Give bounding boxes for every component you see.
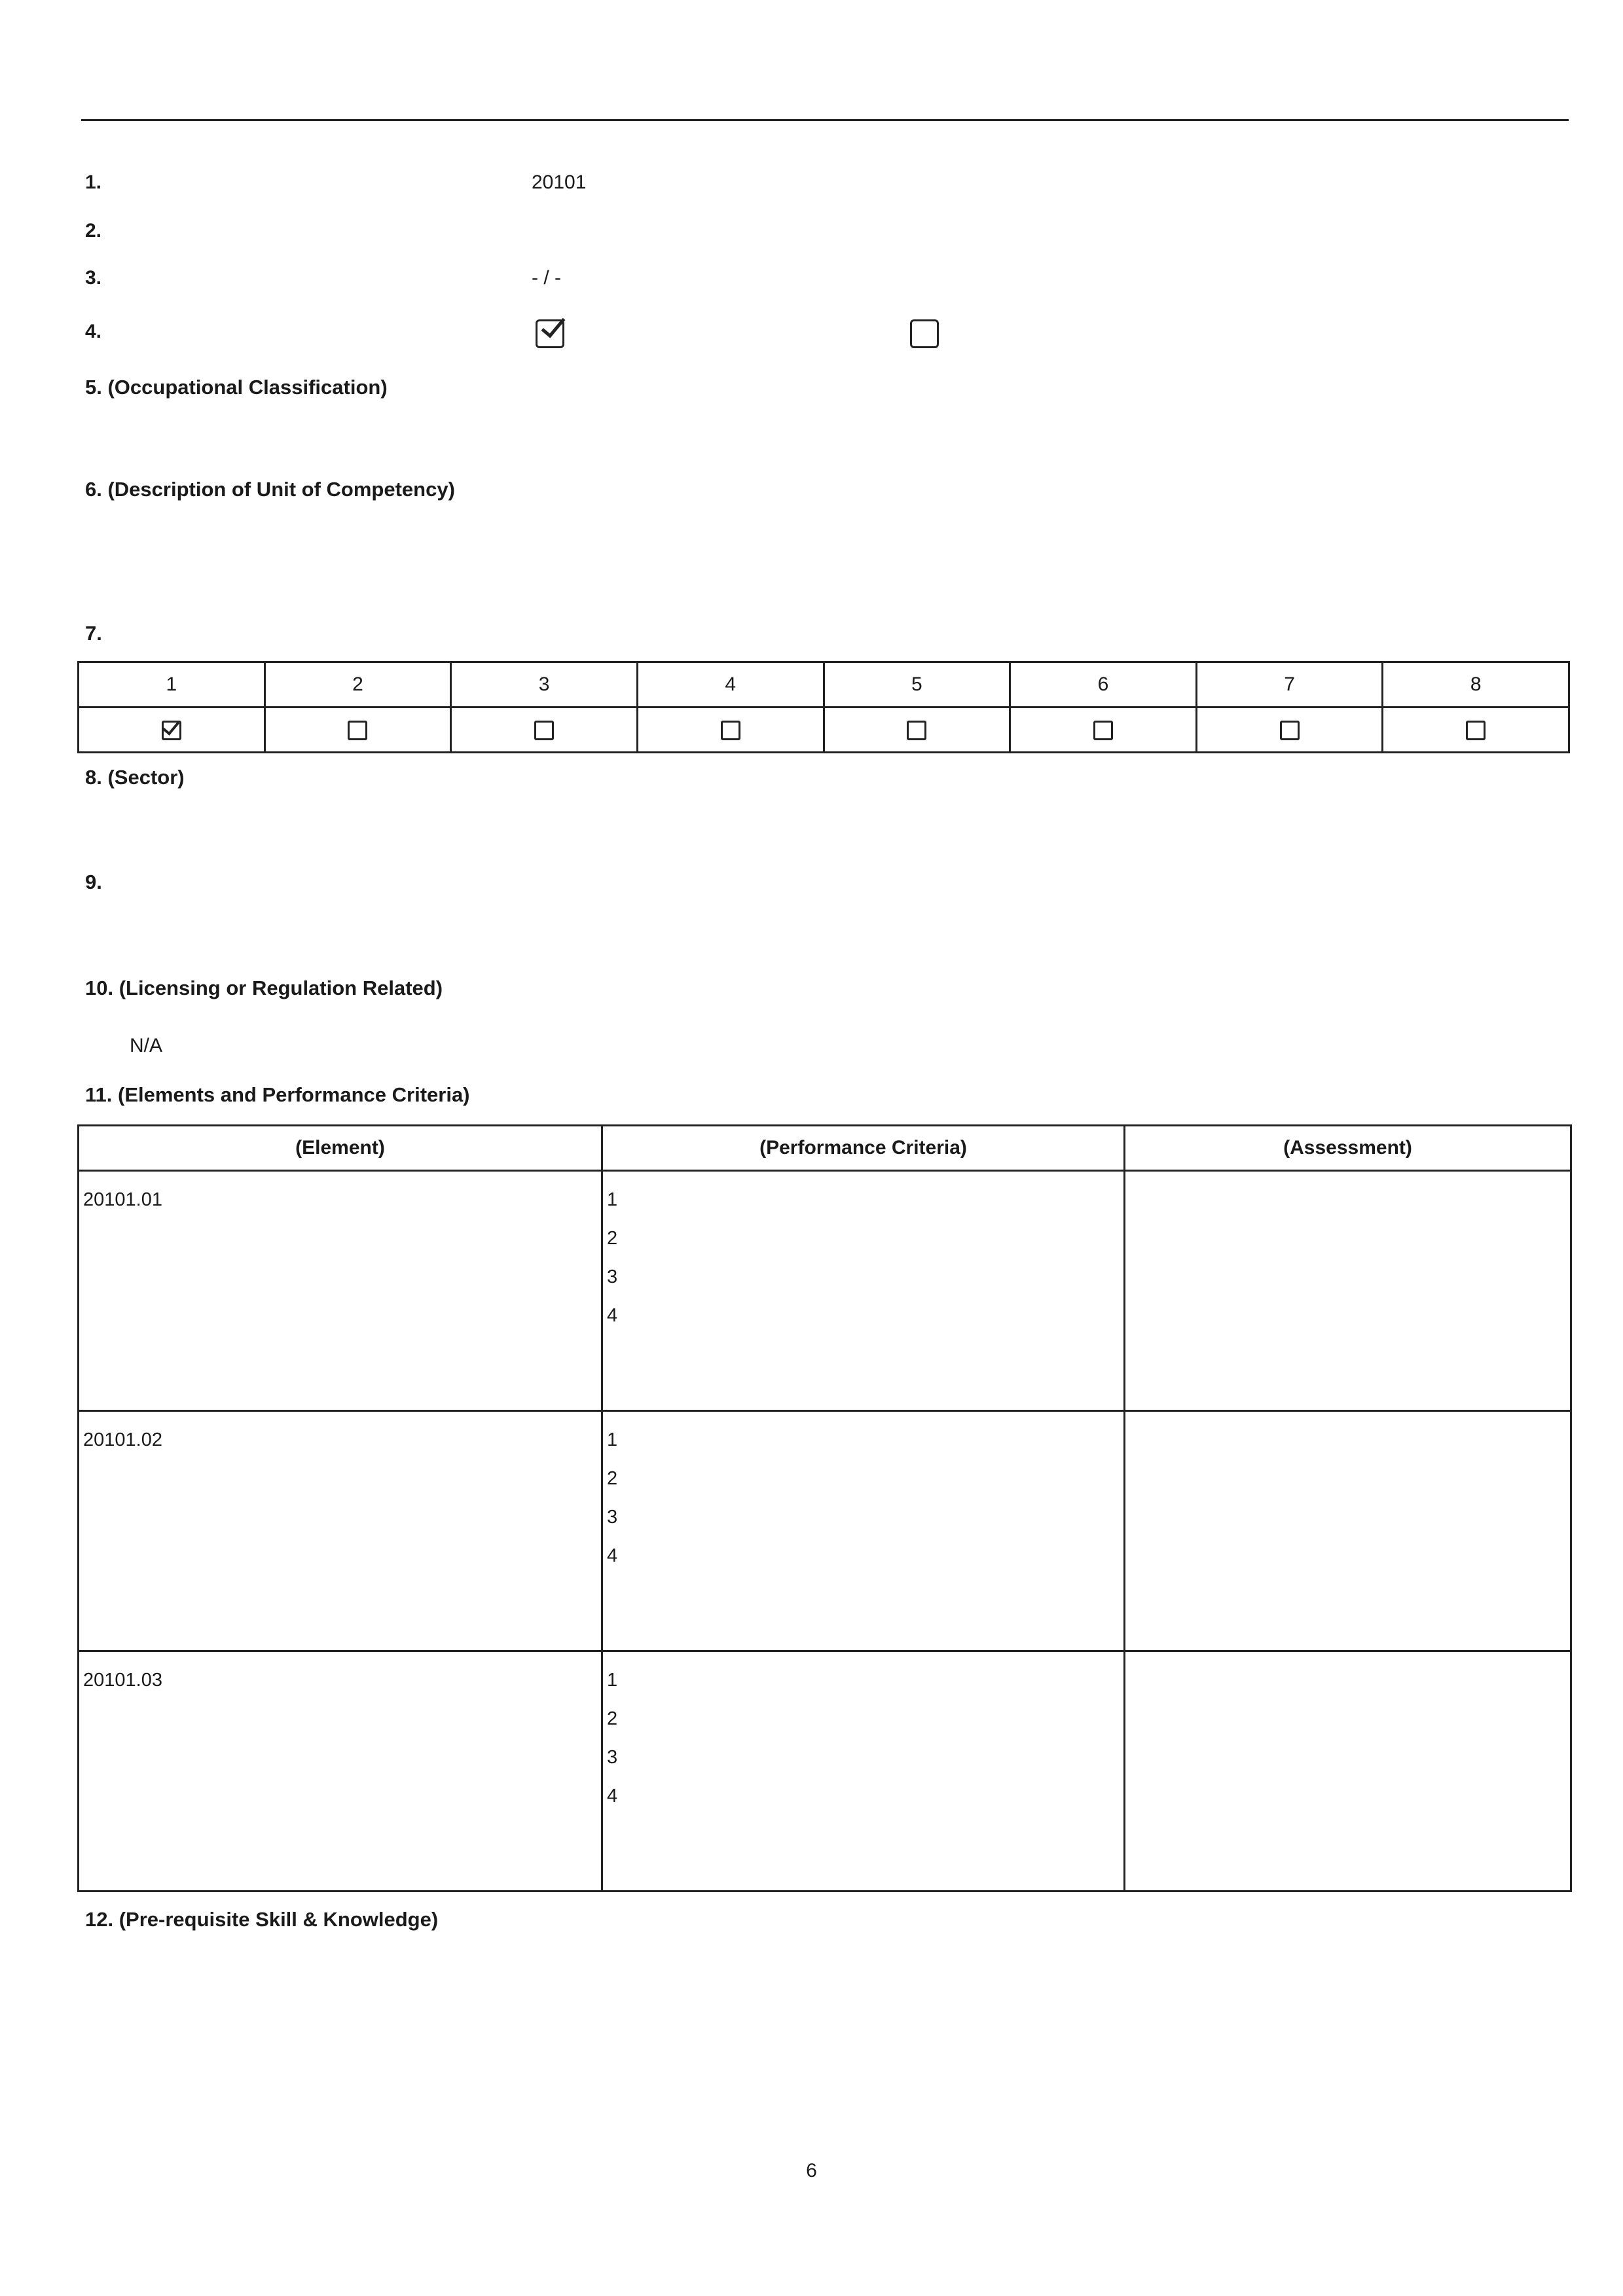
section-7-title: 7.	[85, 622, 102, 645]
section-5-title: 5. (Occupational Classification)	[85, 376, 388, 399]
level-header: 7	[1196, 662, 1383, 708]
level-header: 5	[824, 662, 1010, 708]
criteria-line: 4	[607, 1785, 618, 1806]
level-checkbox[interactable]	[1280, 721, 1300, 740]
level-checkbox[interactable]	[907, 721, 926, 740]
update-checkbox[interactable]	[910, 319, 939, 348]
level-checkbox[interactable]	[534, 721, 554, 740]
field-review-label: 3.	[85, 267, 102, 289]
level-header: 8	[1383, 662, 1569, 708]
level-cell	[264, 708, 451, 753]
section-9-title: 9.	[85, 870, 102, 893]
level-cell	[1383, 708, 1569, 753]
level-checkbox[interactable]	[162, 721, 181, 740]
field-review-value: - / -	[532, 267, 561, 289]
field-code-label: 1.	[85, 171, 102, 193]
page-number: 6	[806, 2160, 817, 2181]
criteria-line: 3	[607, 1266, 618, 1287]
field-create-label: 4.	[85, 321, 102, 342]
level-header: 6	[1010, 662, 1197, 708]
section-12-title: 12. (Pre-requisite Skill & Knowledge)	[85, 1908, 439, 1931]
element-cell: 20101.01	[79, 1171, 602, 1411]
assessment-cell	[1125, 1651, 1571, 1892]
criteria-line: 4	[607, 1305, 618, 1326]
criteria-cell	[602, 1651, 1125, 1892]
element-cell: 20101.02	[79, 1411, 602, 1651]
level-checkbox[interactable]	[348, 721, 367, 740]
section-10-title: 10. (Licensing or Regulation Related)	[85, 977, 443, 999]
assessment-cell	[1125, 1411, 1571, 1651]
criteria-line: 1	[607, 1189, 618, 1210]
criteria-line: 1	[607, 1429, 618, 1450]
level-header: 1	[79, 662, 265, 708]
element-cell: 20101.03	[79, 1651, 602, 1892]
level-cell	[1010, 708, 1197, 753]
level-cell	[1196, 708, 1383, 753]
section-6-title: 6. (Description of Unit of Competency)	[85, 478, 455, 501]
level-header: 2	[264, 662, 451, 708]
level-checkbox[interactable]	[1466, 721, 1486, 740]
table-row	[79, 1411, 1571, 1651]
assessment-cell	[1125, 1171, 1571, 1411]
check-mark-icon	[541, 312, 566, 338]
criteria-line: 2	[607, 1708, 618, 1729]
header-divider	[81, 119, 1569, 121]
level-cell	[451, 708, 638, 753]
field-code-value: 20101	[532, 171, 587, 193]
new-checkbox[interactable]	[536, 319, 564, 348]
check-mark-icon	[162, 717, 179, 735]
criteria-cell	[602, 1171, 1125, 1411]
column-header-criteria: (Performance Criteria)	[602, 1126, 1125, 1171]
criteria-line: 4	[607, 1545, 618, 1566]
level-cell	[824, 708, 1010, 753]
table-row	[79, 1651, 1571, 1892]
criteria-line	[607, 1335, 1120, 1374]
criteria-line: 2	[607, 1228, 618, 1249]
section-11-title: 11. (Elements and Performance Criteria)	[85, 1083, 470, 1106]
column-header-element: (Element)	[79, 1126, 602, 1171]
level-cell	[637, 708, 824, 753]
column-header-assessment: (Assessment)	[1125, 1126, 1571, 1171]
criteria-line: 3	[607, 1747, 618, 1768]
section-8-title: 8. (Sector)	[85, 766, 185, 789]
level-checkbox[interactable]	[721, 721, 740, 740]
qualification-level-table	[77, 661, 1570, 753]
criteria-line: 1	[607, 1670, 618, 1691]
criteria-line	[607, 1816, 1120, 1854]
criteria-cell	[602, 1411, 1125, 1651]
field-name-label: 2.	[85, 220, 102, 242]
criteria-line: 3	[607, 1507, 618, 1528]
level-header: 3	[451, 662, 638, 708]
elements-table	[77, 1124, 1572, 1892]
criteria-line	[607, 1575, 1120, 1614]
level-checkbox[interactable]	[1093, 721, 1113, 740]
section-10-body: N/A	[130, 1035, 163, 1056]
table-row	[79, 1171, 1571, 1411]
criteria-line: 2	[607, 1468, 618, 1489]
level-cell	[79, 708, 265, 753]
level-header: 4	[637, 662, 824, 708]
